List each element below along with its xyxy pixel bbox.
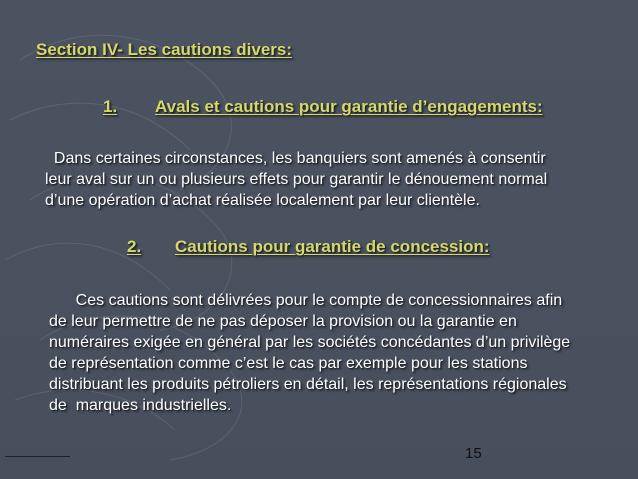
section-title: Section IV- Les cautions divers: (36, 40, 293, 59)
subheading-2-title: Cautions pour garantie de concession: (175, 237, 490, 256)
paragraph-1-line: leur aval sur un ou plusieurs effets pour garantir le dénouement normal (45, 171, 548, 188)
paragraph-1-line: d’une opération d’achat réalisée localement par leur clientèle. (45, 192, 480, 209)
subheading-2-number: 2. (127, 237, 142, 256)
paragraph-2-line: de marques industrielles. (49, 397, 232, 414)
paragraph-2-line: distribuant les produits pétroliers en détail, les représentations régionales (49, 376, 567, 393)
subheading-1-title: Avals et cautions pour garantie d’engagements: (155, 97, 543, 116)
paragraph-2-line: de leur permettre de ne pas déposer la provision ou la garantie en (49, 313, 517, 330)
footer-divider (5, 456, 70, 457)
paragraph-2-line: de représentation comme c’est le cas par exemple pour les stations (49, 355, 528, 372)
paragraph-2-line: numéraires exigée en général par les sociétés concédantes d’un privilège (49, 334, 571, 351)
paragraph-1-line: Dans certaines circonstances, les banquiers sont amenés à consentir (45, 150, 546, 167)
subheading-1-number: 1. (103, 97, 118, 116)
paragraph-1 (45, 148, 547, 211)
paragraph-2-line: Ces cautions sont délivrées pour le compte de concessionnaires afin (49, 292, 563, 309)
paragraph-2 (49, 290, 570, 416)
page-number: 15 (465, 445, 482, 462)
